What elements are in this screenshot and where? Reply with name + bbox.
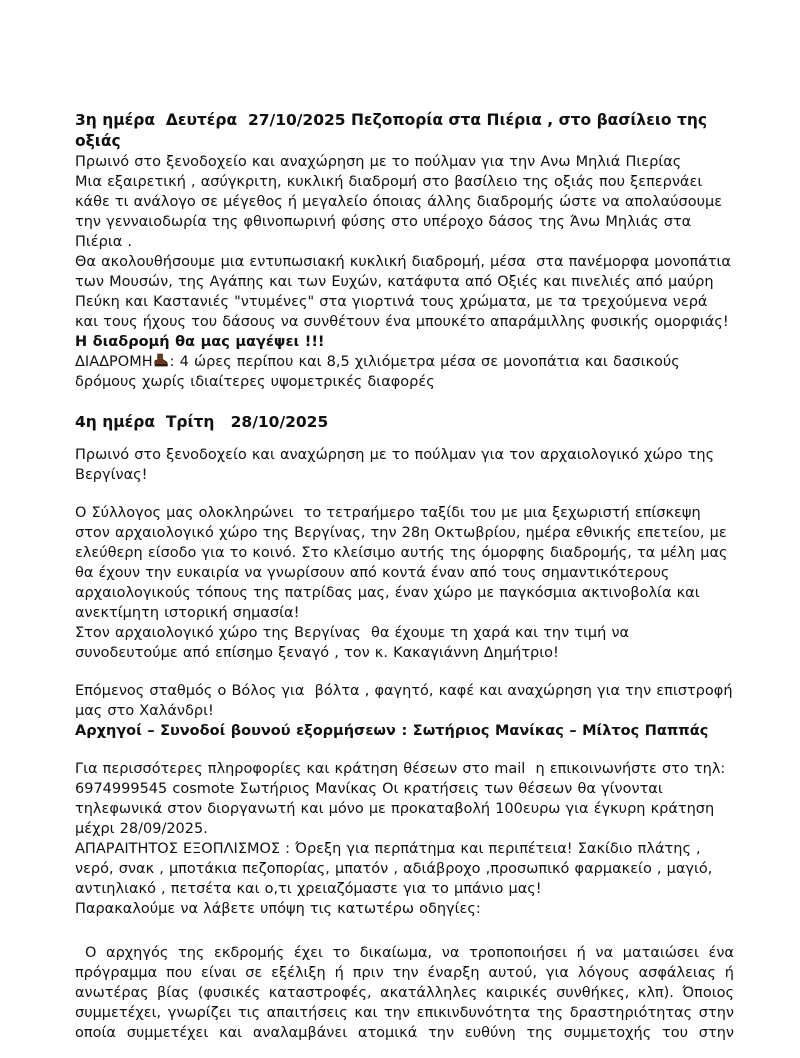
day3-highlight: Η διαδρομή θα μας μαγέψει !!!: [75, 334, 325, 350]
day4-return-paragraph: Επόμενος σταθμός ο Βόλος για βόλτα , φαγητό, καφέ και αναχώρηση για την επιστροφή μας στο Χαλάνδρι!: [75, 683, 738, 719]
day3-trail-description: Θα ακολουθήσουμε μια εντυπωσιακή κυκλική διαδρομή, μέσα στα πανέμορφα μονοπάτια των Μουσών, της Αγάπης και των Ευχών, κατάφυτα από Οξιές και πινελιές από μαύρη Πεύκη και Καστανιές "ντυμένες" στα γιορτινά τους χρώματα, με τα τρεχούμενα νερά και τους ήχους του δάσους να συνθέτουν ένα μπουκέτο απαράμιλλης φυσικής ομορφιάς!: [75, 254, 737, 330]
leaders-line: Αρχηγοί – Συνοδοί βουνού εξορμήσεων : Σωτήριος Μανίκας – Μίλτος Παππάς: [75, 723, 709, 739]
day3-breakfast-line: Πρωινό στο ξενοδοχείο και αναχώρηση με το πούλμαν για την Ανω Μηλιά Πιερίας: [75, 154, 682, 170]
hiking-boot-icon: [154, 353, 169, 368]
equipment-paragraph: ΑΠΑΡΑΙΤΗΤΟΣ ΕΞΟΠΛΙΣΜΟΣ : Όρεξη για περπάτημα και περιπέτεια! Σακίδιο πλάτης , νερό, σνακ , μποτάκια πεζοπορίας, μπατόν , αδιάβροχο ,προσωπικό φαρμακείο , μαγιό, αντιηλιακό , πετσέτα και ο,τι χρειαζόμαστε για το μπάνιο μας!: [75, 841, 718, 897]
route-details: : 4 ώρες περίπου και 8,5 χιλιόμετρα μέσα σε μονοπάτια και δασικούς δρόμους χωρίς ιδιαίτερες υψομετρικές διαφορές: [75, 354, 685, 390]
route-label: ΔΙΑΔΡΟΜΗ: [75, 354, 153, 370]
disclaimer-paragraph: Ο αρχηγός της εκδρομής έχει το δικαίωμα, να τροποποιήσει ή να ματαιώσει ένα πρόγραμμα που είναι σε εξέλιξη ή πριν την έναρξη αυτού, για λόγους ασφάλειας ή ανωτέρας βίας (φυσικές καταστροφές, ακατάλληλες καιρικές συνθήκες, κλπ). Όποιος συμμετέχει, γνωρίζει τις απαιτήσεις και την επικινδυνότητα της δραστηριότητας στην οποία συμμετέχει και αναλαμβάνει ατομικά την ευθύνη της συμμετοχής του στην: [75, 945, 734, 1041]
contact-paragraph: Για περισσότερες πληροφορίες και κράτηση θέσεων στο mail η επικοινωνήστε στο τηλ: 6974999545 cosmote Σωτήριος Μανίκας Οι κρατήσεις των θέσεων θα γίνονται τηλεφωνικά στον διοργανωτή και μόνο με προκαταβολή 100ευρω για έγκυρη κράτηση μέχρι 28/09/2025.: [75, 761, 731, 837]
day3-heading: 3η ημέρα Δευτέρα 27/10/2025 Πεζοπορία στα Πιέρια , στο βασίλειο της οξιάς: [75, 111, 713, 150]
instructions-intro: Παρακαλούμε να λάβετε υπόψη τις κατωτέρω οδηγίες:: [75, 901, 481, 917]
day3-route-info: [75, 352, 734, 392]
day4-guide-paragraph: Στον αρχαιολογικό χώρο της Βεργίνας θα έχουμε τη χαρά και την τιμή να συνοδευτούμε από επίσημο ξεναγό , τον κ. Κακαγιάννη Δημήτριο!: [75, 625, 635, 661]
day4-vergina-paragraph: Ο Σύλλογος μας ολοκληρώνει το τετραήμερο ταξίδι του με μια ξεχωριστή επίσκεψη στον αρχαιολογικό χώρο της Βεργίνας, την 28η Οκτωβρίου, ημέρα εθνικής επετείου, με ελεύθερη είσοδο για το κοινό. Στο κλείσιμο αυτής της όμορφης διαδρομής, τα μέλη μας θα έχουν την ευκαιρία να γνωρίσουν από κοντά έναν από τους σημαντικότερους αρχαιολογικούς τόπους της πατρίδας μας, έναν χώρο με παγκόσμια ακτινοβολία και ανεκτίμητη ιστορική σημασία!: [75, 505, 733, 621]
day4-breakfast-line: Πρωινό στο ξενοδοχείο και αναχώρηση με το πούλμαν για τον αρχαιολογικό χώρο της Βεργίνας!: [75, 447, 720, 483]
day3-description: Μια εξαιρετική , ασύγκριτη, κυκλική διαδρομή στο βασίλειο της οξιάς που ξεπερνάει κάθε τι ανάλογο σε μέγεθος ή μεγαλείο όποιας άλλης διαδρομής ώστε να απολαύσουμε την γενναιοδωρία της φθινοπωρινή φύσης στο υπέροχο δάσος της Άνω Μηλιάς στα Πιέρια .: [75, 174, 728, 250]
day4-heading: 4η ημέρα Τρίτη 28/10/2025: [75, 413, 329, 431]
